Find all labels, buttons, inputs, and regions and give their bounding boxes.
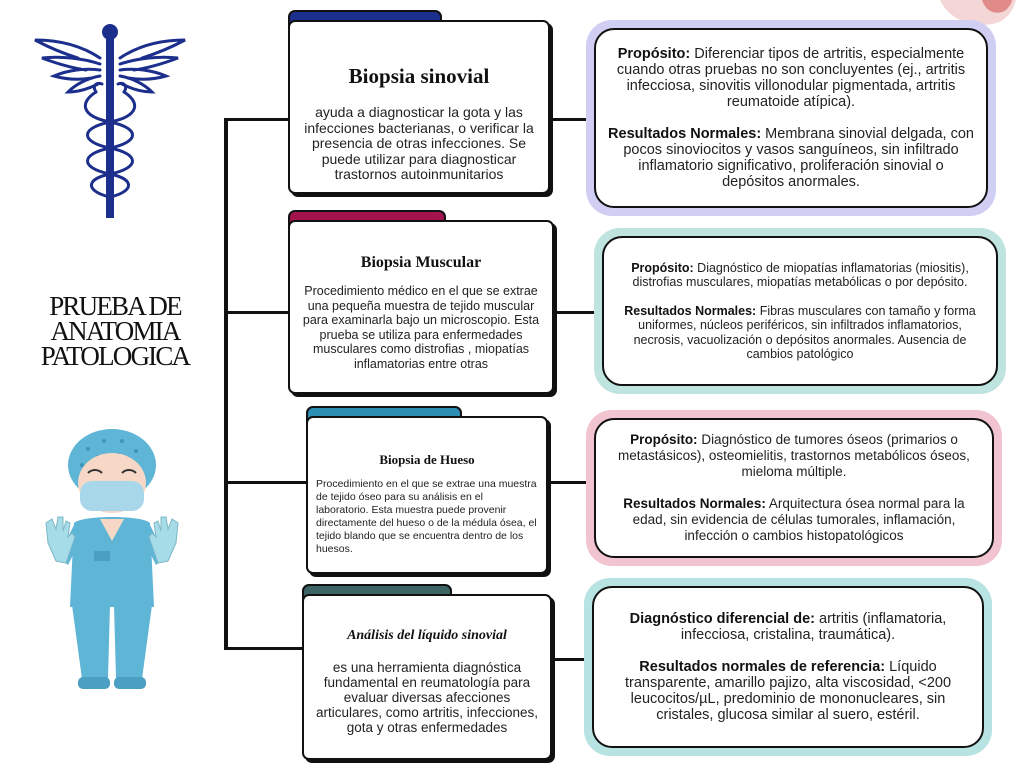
connector-line xyxy=(552,658,586,661)
info-text: Diferenciar tipos de artritis, especialmente cuando otras pruebas no son concluyentes (ej., artritis infecciosa, sinovitis villonodular pigmentada, artritis reumatoide atípica). xyxy=(616,46,966,110)
info-text: Fibras musculares con tamaño y forma uniformes, núcleos periféricos, sin infiltrados inflamatorios, necrosis, vacuolización o depósitos anormales. Ausencia de cambios patológico xyxy=(633,303,976,361)
info-text: artritis (inflamatoria, infecciosa, cristalina, traumática). xyxy=(680,611,947,643)
connector-line xyxy=(553,311,595,314)
info-label: Resultados Normales: xyxy=(623,496,766,511)
connector-line xyxy=(224,481,306,484)
info-panel-biopsia-sinovial xyxy=(586,20,996,216)
card-title: Biopsia sinovial xyxy=(348,64,490,88)
caduceus-icon xyxy=(30,18,190,223)
info-panel-biopsia-muscular xyxy=(594,228,1006,394)
connector-vertical-line xyxy=(224,118,228,650)
info-text: Diagnóstico de tumores óseos (primarios o metastásicos), osteomielitis, trastornos metabólicos óseos, mieloma múltiple. xyxy=(618,432,970,479)
info-text: Membrana sinovial delgada, con pocos sinoviocitos y vasos sanguíneos, sin infiltrado inflamatorio significativo, proliferación sinovial o depósitos anormales. xyxy=(623,126,974,190)
info-panel-biopsia-de-hueso xyxy=(586,410,1002,566)
connector-line xyxy=(224,647,302,650)
card-title: Biopsia de Hueso xyxy=(379,452,475,467)
connector-line xyxy=(548,481,586,484)
test-card-biopsia-muscular xyxy=(288,220,554,394)
card-title: Biopsia Muscular xyxy=(360,254,482,271)
info-text: Diagnóstico de miopatías inflamatorias (miositis), distrofias musculares, miopatías metabólicas o por depósito. xyxy=(632,260,969,289)
card-description: ayuda a diagnosticar la gota y las infecciones bacterianas, o verificar la presencia de otras infecciones. Se puede utilizar para diagnosticar trastornos autoinmunitarios xyxy=(304,104,534,182)
card-description: Procedimiento en el que se extrae una muestra de tejido óseo para su análisis en el laboratorio. Esta muestra puede provenir directamente del hueso o de la médula ósea, el tejido blando que se encuentra dentro de los huesos. xyxy=(316,478,537,555)
info-text: Líquido transparente, amarillo pajizo, alta viscosidad, <200 leucocitos/µL, predominio de mononucleares, sin cristales, glucosa similar al suero, estéril. xyxy=(624,659,952,723)
card-description: Procedimiento médico en el que se extrae una pequeña muestra de tejido muscular para examinarla bajo un microscopio. Esta prueba se utiliza para enfermedades musculares como distrofias , miopatías inflamatorias entre otras xyxy=(302,284,540,371)
test-card-biopsia-sinovial xyxy=(288,20,550,194)
connector-line xyxy=(224,118,288,121)
connector-line xyxy=(224,311,288,314)
info-label: Propósito: xyxy=(631,260,694,275)
info-label: Resultados Normales: xyxy=(608,126,762,142)
test-card-biopsia-de-hueso xyxy=(306,416,548,574)
card-title: Análisis del líquido sinovial xyxy=(347,628,507,643)
page-title: PRUEBA DE ANATOMIA PATOLOGICA xyxy=(40,291,190,371)
nurse-illustration-icon xyxy=(38,425,188,695)
test-card-analisis-liquido-sinovial xyxy=(302,594,552,760)
info-label: Diagnóstico diferencial de: xyxy=(629,611,815,627)
connector-line xyxy=(550,118,586,121)
info-label: Resultados normales de referencia: xyxy=(639,659,886,675)
info-label: Propósito: xyxy=(617,46,691,62)
info-text: Arquitectura ósea normal para la edad, sin evidencia de células tumorales, inflamación, infección o cambios histopatológicos xyxy=(632,496,965,543)
info-panel-analisis-liquido-sinovial xyxy=(584,578,992,756)
card-description: es una herramienta diagnóstica fundamental en reumatología para evaluar diversas afecciones articulares, como artritis, infecciones, gota y otras enfermedades xyxy=(315,660,539,735)
info-label: Resultados Normales: xyxy=(624,303,757,318)
info-label: Propósito: xyxy=(630,432,698,447)
